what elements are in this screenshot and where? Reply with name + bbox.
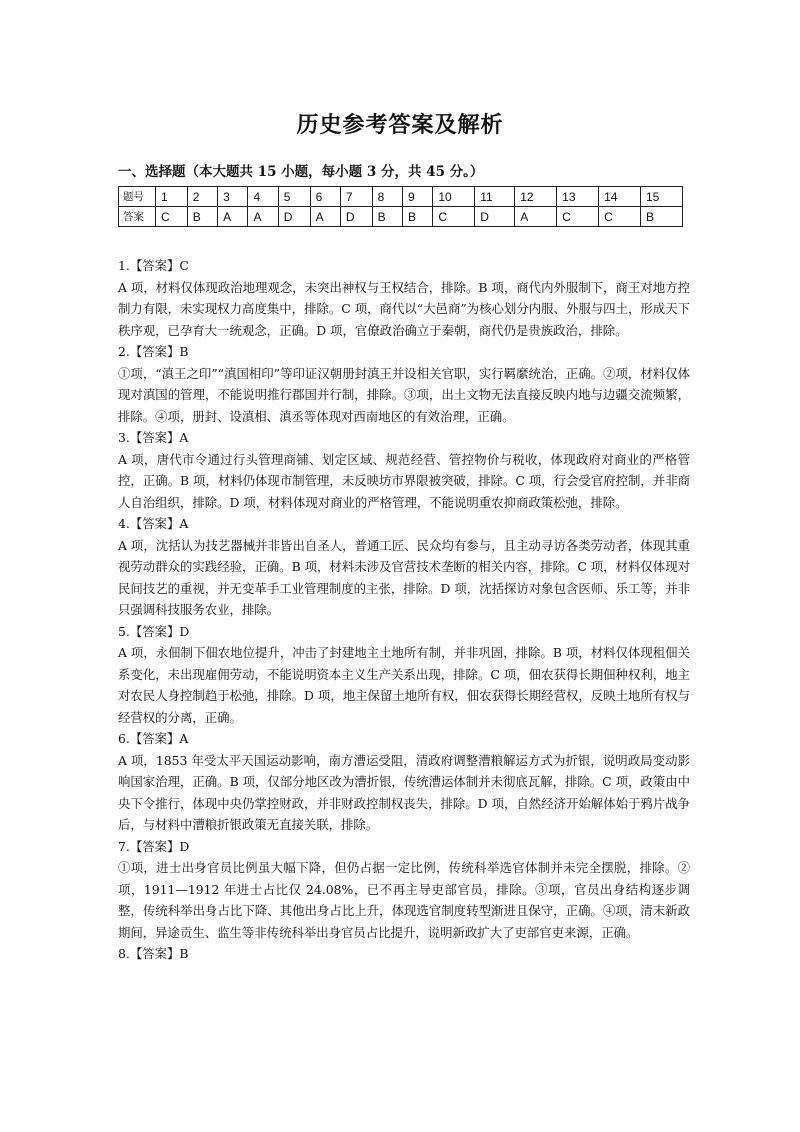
- explanation-paragraph: ①项，进士出身官员比例虽大幅下降，但仍占据一定比例，传统科举选官体制并未完全摆脱，排除。②项，1911—1912 年进士占比仅 24.08%，已不再主导吏部官员，排除。③项，官员出身结构逐步调整，传统科举出身占比下降、其他出身占比上升，体现选官制度转型渐进且保守，正确。④项，清末新政期间，异途贡生、监生等非传统科举出身官员占比提升，说明新政扩大了吏部官吏来源，正确。: [118, 860, 690, 940]
- question-number-cell: 15: [640, 187, 682, 207]
- question-number-cell: 12: [515, 187, 557, 207]
- answer-cell: C: [433, 207, 475, 227]
- answer-cell: D: [475, 207, 515, 227]
- answer-heading: 5.【答案】D: [118, 623, 190, 639]
- question-number-cell: 9: [403, 187, 433, 207]
- answer-heading: 1.【答案】C: [118, 258, 189, 273]
- answer-heading: 3.【答案】A: [118, 430, 189, 445]
- answer-heading: 8.【答案】B: [118, 946, 189, 961]
- answer-cell: B: [403, 207, 433, 227]
- answer-table-answer-row: [119, 207, 683, 227]
- explanation-paragraph: A 项，永佃制下佃农地位提升，冲击了封建地主土地所有制，并非巩固，排除。B 项，材料仅体现租佃关系变化，未出现雇佣劳动，不能说明资本主义生产关系出现，排除。C 项，佃农获得长期佃种权利，地主对农民人身控制趋于松弛，排除。D 项，地主保留土地所有权，佃农获得长期经营权，反映土地所有权与经营权的分离，正确。: [118, 645, 690, 725]
- question-number-cell: 10: [433, 187, 475, 207]
- row-label-numbers: 题号: [119, 187, 156, 207]
- explanation-paragraph: A 项，1853 年受太平天国运动影响，南方漕运受阻，清政府调整漕粮解运方式为折银，说明政局变动影响国家治理，正确。B 项，仅部分地区改为漕折银，传统漕运体制并未彻底瓦解，排除。C 项，政策由中央下令推行，体现中央仍掌控财政，并非财政控制权丧失，排除。D 项，自然经济开始解体始于鸦片战争后，与材料中漕粮折银政策无直接关联，排除。: [118, 752, 690, 832]
- explanation-paragraph: A 项，沈括认为技艺器械并非皆出自圣人，普通工匠、民众均有参与，且主动寻访各类劳动者，体现其重视劳动群众的实践经验，正确。B 项，材料未涉及官营技术垄断的相关内容，排除。C 项，材料仅体现对民间技艺的重视，并无变革手工业管理制度的主张，排除。D 项，沈括探访对象包含医师、乐工等，并非只强调科技服务农业，排除。: [118, 537, 690, 617]
- answer-cell: A: [248, 207, 278, 227]
- question-number-cell: 3: [218, 187, 248, 207]
- question-number-cell: 1: [156, 187, 188, 207]
- answer-cell: D: [340, 207, 372, 227]
- answer-heading: 4.【答案】A: [118, 516, 189, 531]
- page-title: 历史参考答案及解析: [296, 112, 504, 138]
- explanation-paragraph: A 项，材料仅体现政治地理观念，未突出神权与王权结合，排除。B 项，商代内外服制下，商王对地方控制力有限，未实现权力高度集中，排除。C 项，商代以“大邑商”为核心划分内服、外服与四土，形成天下秩序观，已孕育大一统观念，正确。D 项，官僚政治确立于秦朝，商代仍是贵族政治，排除。: [118, 279, 690, 338]
- answer-cell: A: [310, 207, 340, 227]
- question-number-cell: 8: [372, 187, 402, 207]
- question-number-cell: 6: [310, 187, 340, 207]
- answer-cell: B: [187, 207, 217, 227]
- question-number-cell: 2: [187, 187, 217, 207]
- answer-cell: D: [278, 207, 310, 227]
- row-label-answers: 答案: [119, 207, 156, 227]
- answer-cell: C: [156, 207, 188, 227]
- answer-cell: A: [218, 207, 248, 227]
- question-number-cell: 7: [340, 187, 372, 207]
- question-number-cell: 4: [248, 187, 278, 207]
- answer-heading: 6.【答案】A: [118, 731, 189, 746]
- explanation-paragraph: ①项，“滇王之印”“滇国相印”等印证汉朝册封滇王并设相关官职，实行羁縻统治，正确。②项，材料仅体现对滇国的管理，不能说明推行郡国并行制，排除。③项，出土文物无法直接反映内地与边疆交流频繁，排除。④项，册封、设滇相、滇丞等体现对西南地区的有效治理，正确。: [118, 365, 690, 424]
- answer-table-number-row: [119, 187, 683, 207]
- answer-heading: 2.【答案】B: [118, 344, 189, 359]
- answer-cell: A: [515, 207, 557, 227]
- question-number-cell: 5: [278, 187, 310, 207]
- answer-cell: C: [599, 207, 641, 227]
- explanation-paragraph: A 项，唐代市令通过行头管理商铺、划定区域、规范经营、管控物价与税收，体现政府对商业的严格管控，正确。B 项，材料仍体现市制管理，未反映坊市界限被突破，排除。C 项，行会受官府控制，并非商人自治组织，排除。D 项，材料体现对商业的严格管理，不能说明重农抑商政策松弛，排除。: [118, 451, 690, 510]
- answer-cell: B: [640, 207, 682, 227]
- question-number-cell: 13: [557, 187, 599, 207]
- answer-heading: 7.【答案】D: [118, 838, 190, 854]
- question-number-cell: 14: [599, 187, 641, 207]
- answer-table: [118, 186, 683, 227]
- answer-cell: B: [372, 207, 402, 227]
- section-heading: 一、选择题（本大题共 15 小题，每小题 3 分，共 45 分。）: [118, 164, 484, 180]
- explanations: [118, 255, 690, 965]
- question-number-cell: 11: [475, 187, 515, 207]
- answer-cell: C: [557, 207, 599, 227]
